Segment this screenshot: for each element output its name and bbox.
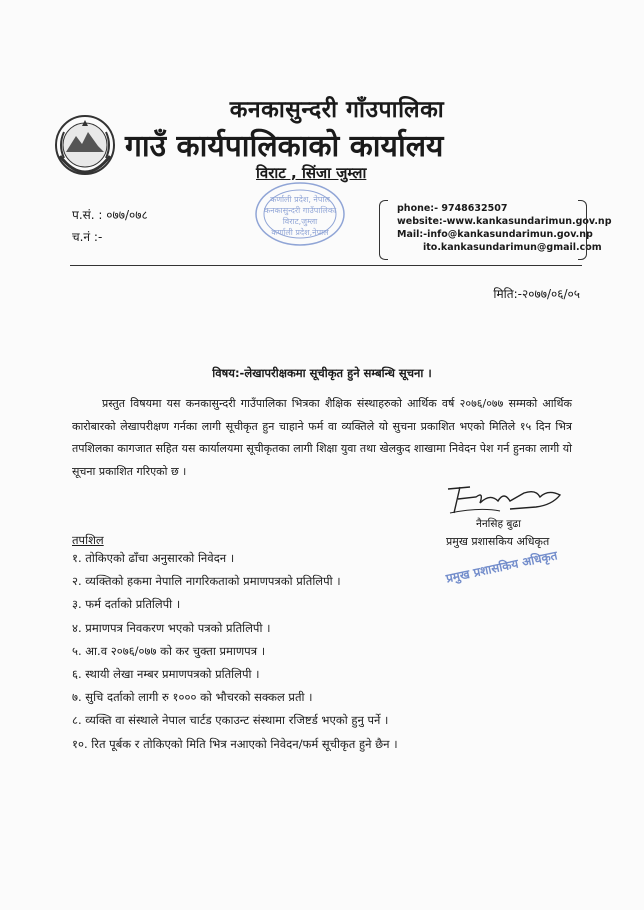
seal-line-1: कर्णाली प्रदेश, नेपाल [270, 195, 330, 204]
notice-body: प्रस्तुत विषयमा यस कनकासुन्दरी गाउँपालिका भित्रका शैक्षिक संस्थाहरुको आर्थिक वर्ष २०७६/०७७ सम्मको आर्थिक कारोबारको लेखापरीक्षण गर्नका लागी सूचीकृत हुन चाहाने फर्म वा व्यक्तिले यो सुचना प्रकाशित भएको मितिले १५ दिन भित्र तपशिलका कागजात सहित यस कार्यालयमा सूचीकृतका लागी शिक्षा युवा तथा खेलकुद शाखामा निवेदन पेश गर्न हुनका लागी यो सूचना प्रकाशित गरिएको छ । [72, 397, 572, 478]
municipality-name: कनकासुन्दरी गाँउपालिका [229, 96, 445, 123]
contact-mail: Mail:-info@kankasundarimun.gov.np [397, 229, 593, 240]
seal-line-4: कर्णाली प्रदेश,नेपाल [271, 228, 329, 237]
list-item: ६. स्थायी लेखा नम्बर प्रमाणपत्रको प्रतिलिपी । [72, 666, 260, 681]
list-item: ५. आ.व २०७६/०७७ को कर चुक्ता प्रमाणपत्र । [72, 643, 266, 658]
list-item: ३. फर्म दर्ताको प्रतिलिपी । [72, 597, 181, 612]
list-item: ७. सुचि दर्ताको लागी रु १००० को भौचरको सक्कल प्रती । [72, 690, 313, 705]
details-heading: तपशिल [72, 533, 104, 547]
requirements-list [72, 547, 398, 756]
officer-stamp-text: प्रमुख प्रशासकिय अधिकृत [444, 548, 559, 586]
contact-mail-alt: ito.kankasundarimun@gmail.com [423, 242, 602, 253]
list-item: ४. प्रमाणपत्र निवकरण भएको पत्रको प्रतिलिपी । [72, 620, 271, 635]
reference-number: प.सं. : ०७७/०७८ [72, 208, 148, 222]
notice-subject: विषय:-लेखापरीक्षकमा सूचीकृत हुने सम्बन्धि सूचना । [212, 366, 432, 380]
notice-date: मिति:-२०७७/०६/०५ [493, 287, 580, 301]
contact-box [385, 202, 612, 256]
officer-title-stamp [436, 541, 566, 587]
seal-line-2: कनकासुन्दरी गाउँपालिका [263, 206, 337, 215]
list-item: २. व्यक्तिको हकमा नेपालि नागरिकताको प्रमाणपत्रको प्रतिलिपी । [72, 574, 341, 589]
office-location: विराट , सिंजा जुम्ला [256, 164, 367, 182]
contact-phone: phone:- 9748632507 [397, 203, 508, 214]
seal-line-3: विराट,जुम्ला [282, 217, 318, 226]
header-divider [70, 265, 582, 266]
office-seal-stamp [252, 178, 348, 248]
signatory-name: नैनसिह बुढा [476, 518, 522, 530]
list-item: १०. रित पूर्बक र तोकिएको मिति भित्र नआएको निवेदन/फर्म सूचीकृत हुने छैन । [72, 736, 398, 751]
signatory-title: प्रमुख प्रशासकिय अधिकृत [446, 535, 550, 548]
office-title: गाउँ कार्यपालिकाको कार्यालय [125, 129, 444, 164]
list-item: १. तोकिएको ढाँचा अनुसारको निवेदन । [72, 551, 235, 565]
list-item: ८. व्यक्ति वा संस्थाले नेपाल चार्टड एकाउन्ट संस्थामा रजिष्टर्ड भएको हुनु पर्ने । [72, 713, 389, 728]
dispatch-number: च.नं :- [72, 230, 103, 244]
contact-website: website:-www.kankasundarimun.gov.np [397, 216, 612, 227]
